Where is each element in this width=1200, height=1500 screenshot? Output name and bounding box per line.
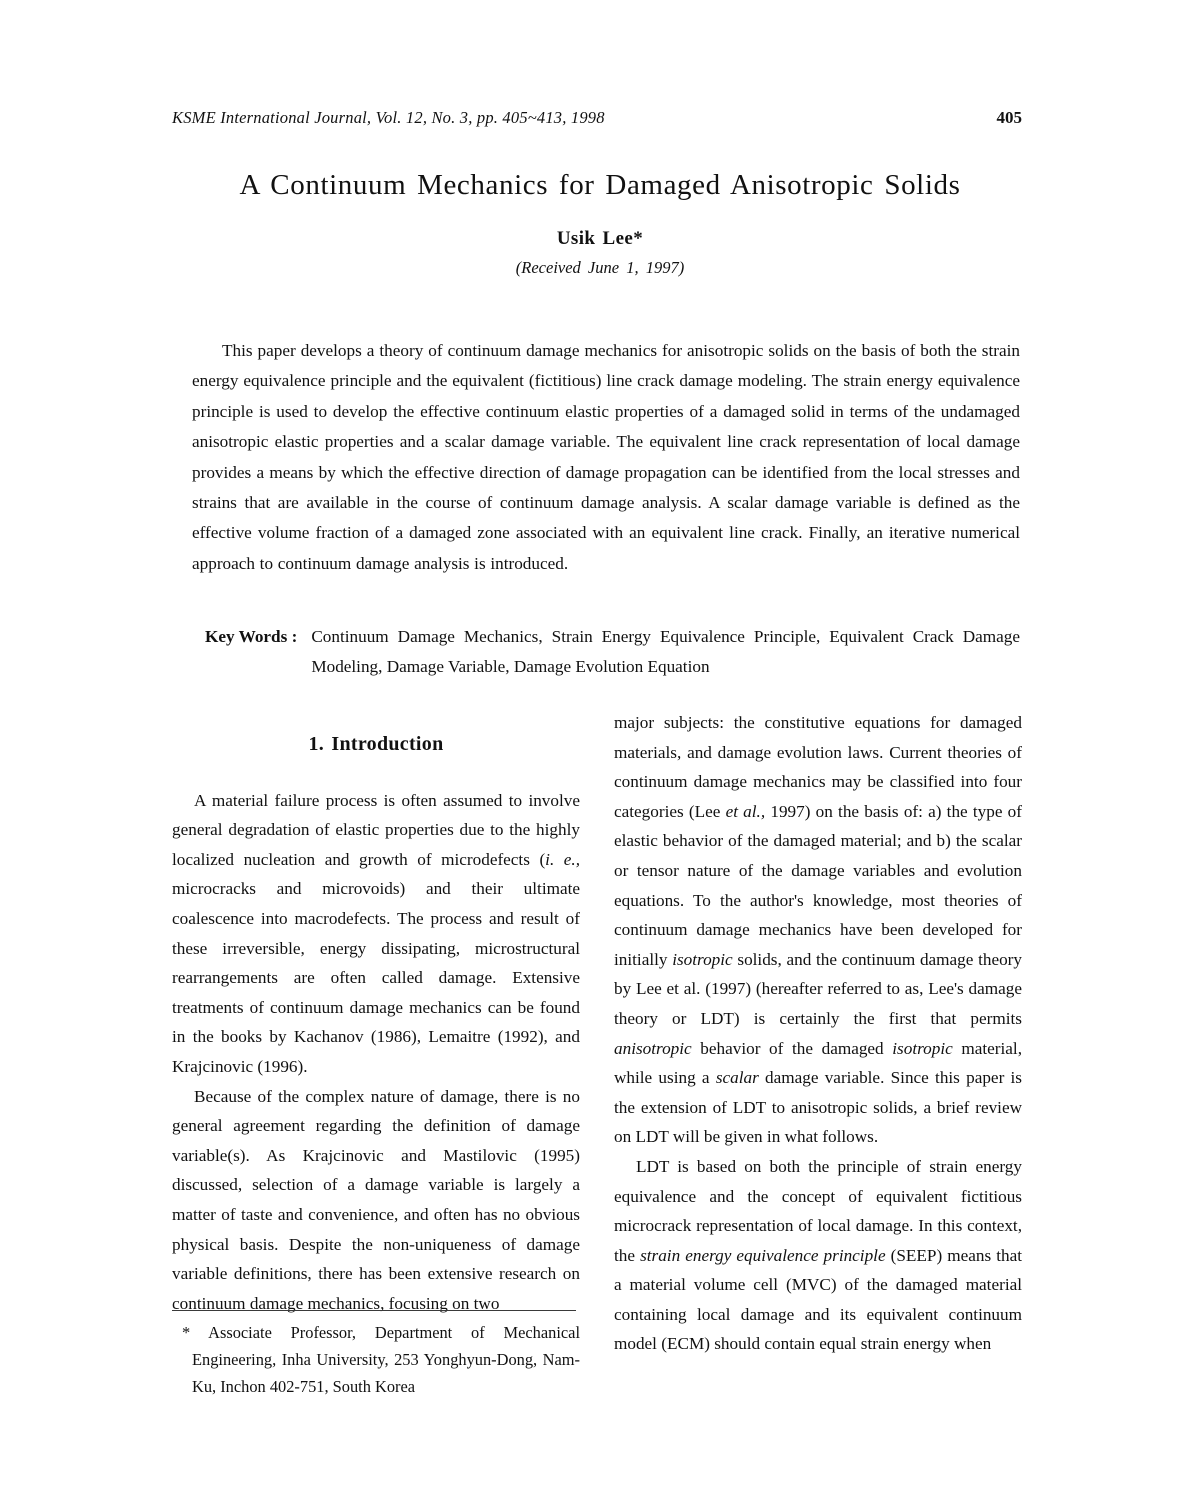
term-isotropic-2: isotropic (892, 1038, 953, 1058)
paragraph-left-1 (172, 786, 580, 1082)
term-scalar: scalar (715, 1068, 759, 1088)
received-date: (Received June 1, 1997) (515, 258, 685, 277)
paragraph-left-2: Because of the complex nature of damage, there is no general agreement regarding the definition of damage variable(s). As Krajcinovic and Mastilovic (1995) discussed, selection of a damage variable is largely a matter of taste and convenience, and often has no obvious physical basis. Despite the non-uniqueness of damage variable definitions, there has been extensive research on continuum damage mechanics, focusing on two (172, 1086, 580, 1313)
term-seep: strain energy equivalence principle (640, 1245, 886, 1265)
page-title: A Continuum Mechanics for Damaged Anisotropic Solids (239, 169, 961, 202)
paragraph-right-1-c: solids, and the continuum damage theory by Lee et al. (1997) (hereafter referred to as, Lee's damage theory or LDT) is certainly the first that permits (614, 949, 1022, 1028)
keywords-block (205, 622, 1020, 682)
paragraph-right-1 (614, 708, 1022, 1152)
paragraph-right-1-f: damage variable. Since this paper is the extension of LDT to anisotropic solids, a brief review on LDT will be given in what follows. (614, 1068, 1022, 1147)
term-anisotropic: anisotropic (614, 1038, 692, 1058)
paragraph-right-2-a: LDT is based on both the principle of strain energy equivalence and the concept of equivalent fictitious microcrack representation of local damage. In this context, the (614, 1156, 1022, 1265)
paragraph-left-1-a: A material failure process is often assumed to involve general degradation of elastic properties due to the highly localized nucleation and growth of microdefects ( (172, 790, 580, 869)
running-head (172, 108, 1022, 128)
paragraph-right-1-e: material, while using a (614, 1038, 1022, 1088)
paragraph-right-1-b: 1997) on the basis of: a) the type of elastic behavior of the damaged material; and b) the scalar or tensor nature of the damage variables and evolution equations. To the author's knowledge, most theories of continuum damage mechanics have been developed for initially (614, 801, 1022, 969)
keywords-list: Continuum Damage Mechanics, Strain Energy Equivalence Principle, Equivalent Crack Damage Modeling, Damage Variable, Damage Evolution Equation (311, 627, 1020, 676)
column-left (172, 708, 580, 1318)
latin-abbrev-ie: i. e., (545, 849, 581, 869)
term-isotropic-1: isotropic (672, 949, 733, 969)
column-right (614, 708, 1022, 1359)
paragraph-right-1-d: behavior of the damaged (691, 1038, 893, 1058)
paragraph-left-1-b: microcracks and microvoids) and their ultimate coalescence into macrodefects. The process and result of these irreversible, energy dissipating, microstructural rearrangements are often called damage. Extensive treatments of continuum damage mechanics can be found in the books by Kachanov (1986), Lemaitre (1992), and Krajcinovic (1996). (172, 879, 580, 1076)
footnote-block (172, 1310, 580, 1400)
paragraph-right-1-a: major subjects: the constitutive equations for damaged materials, and damage evolution laws. Current theories of continuum damage mechanics may be classified into four categories (Lee (614, 713, 1022, 821)
page-number: 405 (996, 108, 1022, 127)
section-heading-introduction: 1. Introduction (308, 733, 444, 755)
author-name: Usik Lee* (556, 228, 644, 249)
journal-citation: KSME International Journal, Vol. 12, No. 3, pp. 405~413, 1998 (172, 108, 605, 127)
paragraph-right-2 (614, 1152, 1022, 1359)
footnote-divider (172, 1310, 576, 1311)
footnote-affiliation: * Associate Professor, Department of Mechanical Engineering, Inha University, 253 Yonghyun-Dong, Nam-Ku, Inchon 402-751, South Korea (182, 1323, 580, 1396)
citation-et-al: et al., (725, 801, 766, 821)
paragraph-right-2-b: (SEEP) means that a material volume cell (MVC) of the damaged material containing local damage and its equivalent continuum model (ECM) should contain equal strain energy when (614, 1245, 1022, 1354)
abstract-text: This paper develops a theory of continuum damage mechanics for anisotropic solids on the basis of both the strain energy equivalence principle and the equivalent (fictitious) line crack damage modeling. The strain energy equivalence principle is used to develop the effective continuum elastic properties of a damaged solid in terms of the undamaged anisotropic elastic properties and a scalar damage variable. The equivalent line crack representation of local damage provides a means by which the effective direction of damage propagation can be identified from the local stresses and strains that are available in the course of continuum damage analysis. A scalar damage variable is defined as the effective volume fraction of a damaged zone associated with an equivalent line crack. Finally, an iterative numerical approach to continuum damage analysis is introduced. (192, 341, 1020, 573)
keywords-label: Key Words : (205, 627, 298, 646)
